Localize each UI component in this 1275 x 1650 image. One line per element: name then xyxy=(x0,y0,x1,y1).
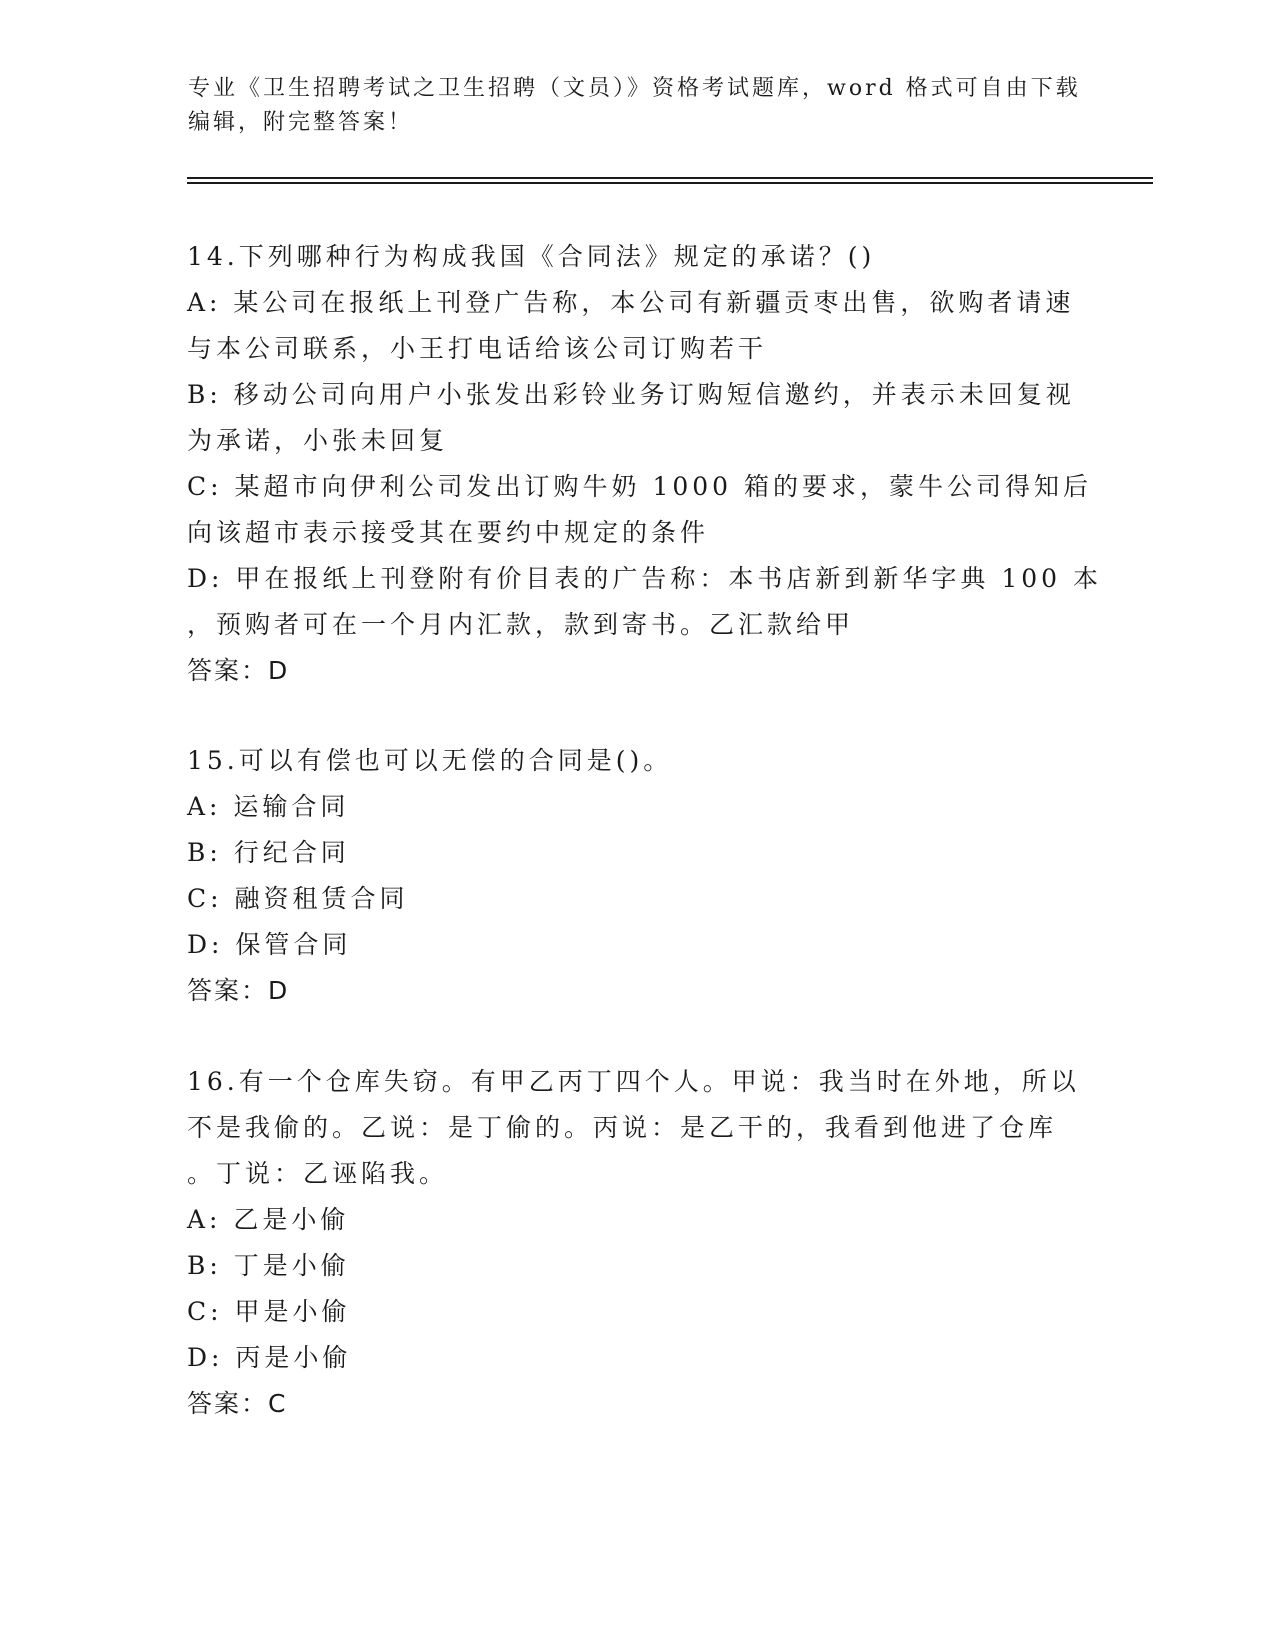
question-16 xyxy=(187,1059,1087,1427)
answer: 答案：D xyxy=(187,656,290,685)
header-line-2: 编辑，附完整答案！ xyxy=(188,110,414,135)
question-stem: 14.下列哪种行为构成我国《合同法》规定的承诺？() xyxy=(187,242,876,271)
answer: 答案：D xyxy=(187,976,290,1005)
option-b-continued: 为承诺，小张未回复 xyxy=(187,426,449,455)
option-b: B: 丁是小偷 xyxy=(187,1251,350,1280)
question-stem-continued: 。丁说：乙诬陷我。 xyxy=(187,1159,449,1188)
option-c-continued: 向该超市表示接受其在要约中规定的条件 xyxy=(187,518,710,547)
option-d: D: 丙是小偷 xyxy=(187,1343,352,1372)
option-b: B: 移动公司向用户小张发出彩铃业务订购短信邀约，并表示未回复视 xyxy=(187,380,1075,409)
option-d: D: 甲在报纸上刊登附有价目表的广告称：本书店新到新华字典 100 本 xyxy=(187,564,1103,593)
option-a: A: 某公司在报纸上刊登广告称，本公司有新疆贡枣出售，欲购者请速 xyxy=(187,288,1075,317)
option-a: A: 乙是小偷 xyxy=(187,1205,350,1234)
option-a-continued: 与本公司联系，小王打电话给该公司订购若干 xyxy=(187,334,768,363)
question-stem: 15.可以有偿也可以无偿的合同是()。 xyxy=(187,746,673,775)
option-c: C: 甲是小偷 xyxy=(187,1297,351,1326)
option-c: C: 某超市向伊利公司发出订购牛奶 1000 箱的要求，蒙牛公司得知后 xyxy=(187,472,1093,501)
document-header xyxy=(188,72,1088,140)
option-d-continued: ，预购者可在一个月内汇款，款到寄书。乙汇款给甲 xyxy=(187,610,855,639)
question-14 xyxy=(187,234,1103,694)
option-c: C: 融资租赁合同 xyxy=(187,884,409,913)
option-b: B: 行纪合同 xyxy=(187,838,350,867)
header-line-1: 专业《卫生招聘考试之卫生招聘（文员）》资格考试题库，word 格式可自由下载 xyxy=(188,76,1081,101)
question-stem: 16.有一个仓库失窃。有甲乙丙丁四个人。甲说：我当时在外地，所以 xyxy=(187,1067,1080,1096)
header-divider-top xyxy=(187,177,1153,179)
answer: 答案：C xyxy=(187,1389,288,1418)
option-a: A: 运输合同 xyxy=(187,792,350,821)
option-d: D: 保管合同 xyxy=(187,930,352,959)
question-stem-continued: 不是我偷的。乙说：是丁偷的。丙说：是乙干的，我看到他进了仓库 xyxy=(187,1113,1058,1142)
header-divider-bottom xyxy=(187,182,1153,184)
question-15 xyxy=(187,738,1087,1014)
